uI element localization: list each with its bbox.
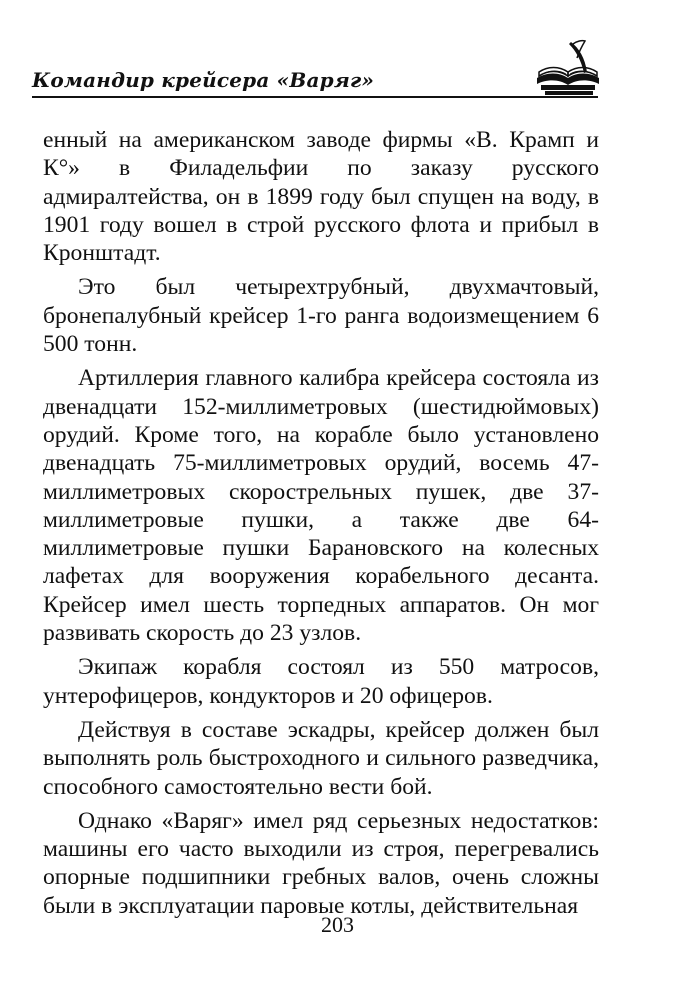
text-body — [43, 126, 599, 926]
running-title: Командир крейсера «Варяг» — [32, 68, 375, 92]
running-head — [32, 62, 592, 96]
page-number: 203 — [321, 912, 354, 937]
paragraph: енный на американском заводе фирмы «В. Крамп и К°» в Филадельфии по заказу русского адмиралтейства, он в 1899 году был спущен на воду, в 1901 году вошел в строй русского флота и прибыл в Кронштадт. — [43, 127, 599, 267]
paragraph: Экипаж корабля состоял из 550 матросов, унтерофицеров, кондукторов и 20 офицеров. — [43, 654, 599, 709]
paragraph: Это был четырехтрубный, двухмачтовый, бронепалубный крейсер 1-го ранга водоизмещением 6 500 тонн. — [43, 274, 599, 358]
open-book-quill-icon — [533, 38, 603, 98]
paragraph: Действуя в составе эскадры, крейсер должен был выполнять роль быстроходного и сильного разведчика, способного самостоятельно вести бой. — [43, 716, 599, 800]
paragraph: Артиллерия главного калибра крейсера состояла из двенадцати 152-миллиметровых (шестидюймовых) орудий. Кроме того, на корабле было установлено двенадцать 75-миллиметровых орудий, восемь 47-миллиметровых скорострельных пушек, две 37-миллиметровые пушки, а также две 64-миллиметровые пушки Барановского на колесных лафетах для вооружения корабельного десанта. Крейсер имел шесть торпедных аппаратов. Он мог развивать скорость до 23 узлов. — [43, 365, 599, 647]
paragraph: Однако «Варяг» имел ряд серьезных недостатков: машины его часто выходили из строя, перегревались опорные подшипники гребных валов, очень сложны были в эксплуатации паровые котлы, действительная — [43, 807, 599, 919]
header-rule — [32, 96, 598, 98]
